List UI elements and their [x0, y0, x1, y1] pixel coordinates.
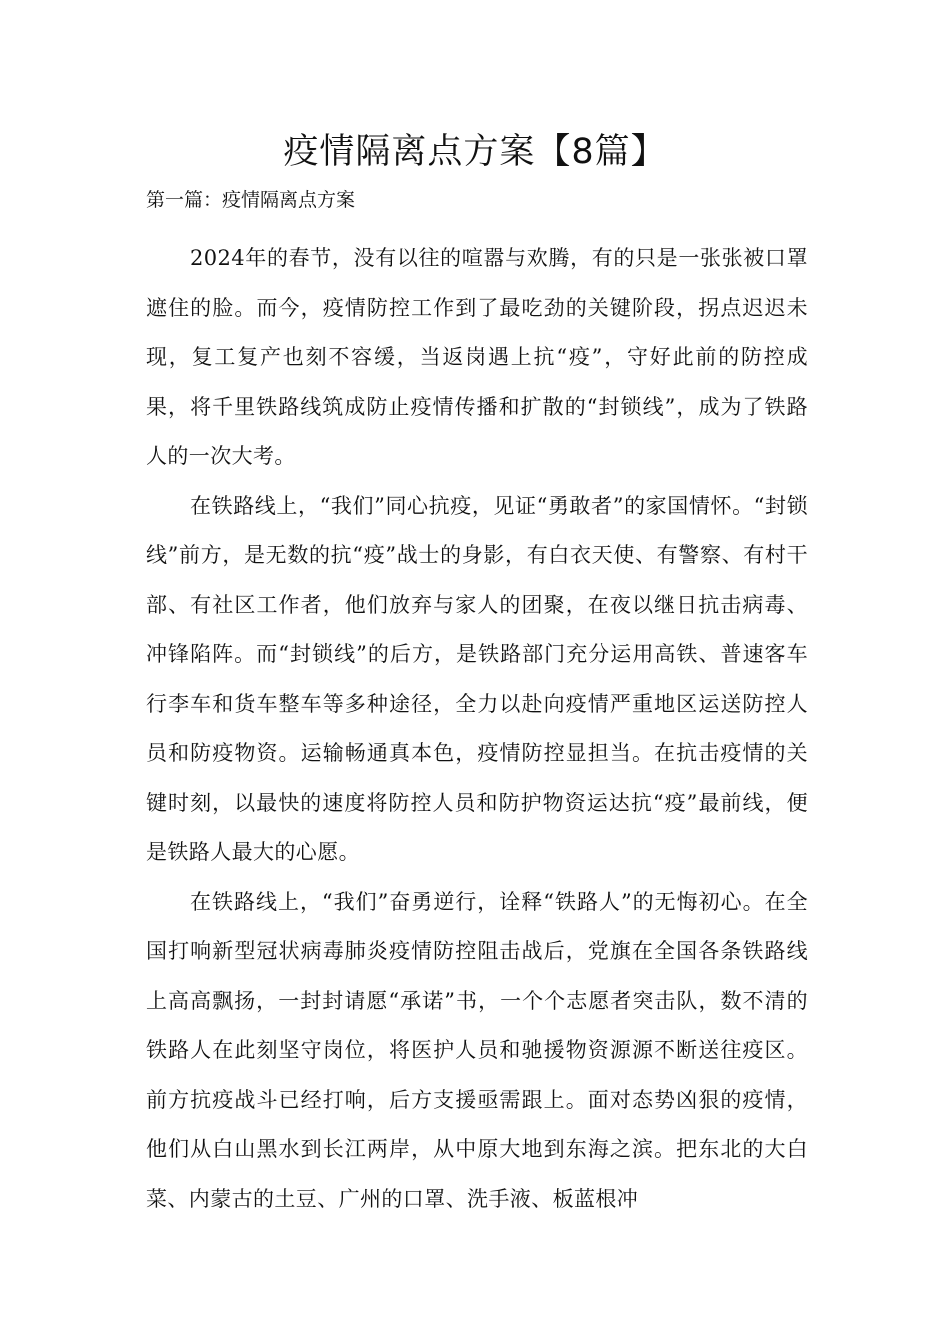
document-title: 疫情隔离点方案【8篇】: [283, 132, 667, 172]
paragraph-3: 在铁路线上，“我们”奋勇逆行，诠释“铁路人”的无悔初心。在全国打响新型冠状病毒肺炎疫情防控阻击战后，党旗在全国各条铁路线上高高飘扬，一封封请愿“承诺”书，一个个志愿者突击队，数不清的铁路人在此刻坚守岗位，将医护人员和驰援物资源源不断送往疫区。前方抗疫战斗已经打响，后方支援亟需跟上。面对态势凶狠的疫情，他们从白山黑水到长江两岸，从中原大地到东海之滨。把东北的大白菜、内蒙古的土豆、广州的口罩、洗手液、板蓝根冲: [146, 889, 808, 1211]
paragraph-2: 在铁路线上，“我们”同心抗疫，见证“勇敢者”的家国情怀。“封锁线”前方，是无数的抗“疫”战士的身影，有白衣天使、有警察、有村干部、有社区工作者，他们放弃与家人的团聚，在夜以继日抗击病毒、冲锋陷阵。而“封锁线”的后方，是铁路部门充分运用高铁、普速客车行李车和货车整车等多种途径，全力以赴向疫情严重地区运送防控人员和防疫物资。运输畅通真本色，疫情防控显担当。在抗击疫情的关键时刻，以最快的速度将防控人员和防护物资运达抗“疫”最前线，便是铁路人最大的心愿。: [146, 493, 808, 864]
document-body: [146, 234, 808, 1224]
paragraph-1: 2024年的春节，没有以往的喧嚣与欢腾，有的只是一张张被口罩遮住的脸。而今，疫情防控工作到了最吃劲的关键阶段，拐点迟迟未现，复工复产也刻不容缓，当返岗遇上抗“疫”，守好此前的防控成果，将千里铁路线筑成防止疫情传播和扩散的“封锁线”，成为了铁路人的一次大考。: [146, 246, 808, 468]
section-heading: 第一篇：疫情隔离点方案: [146, 189, 356, 211]
